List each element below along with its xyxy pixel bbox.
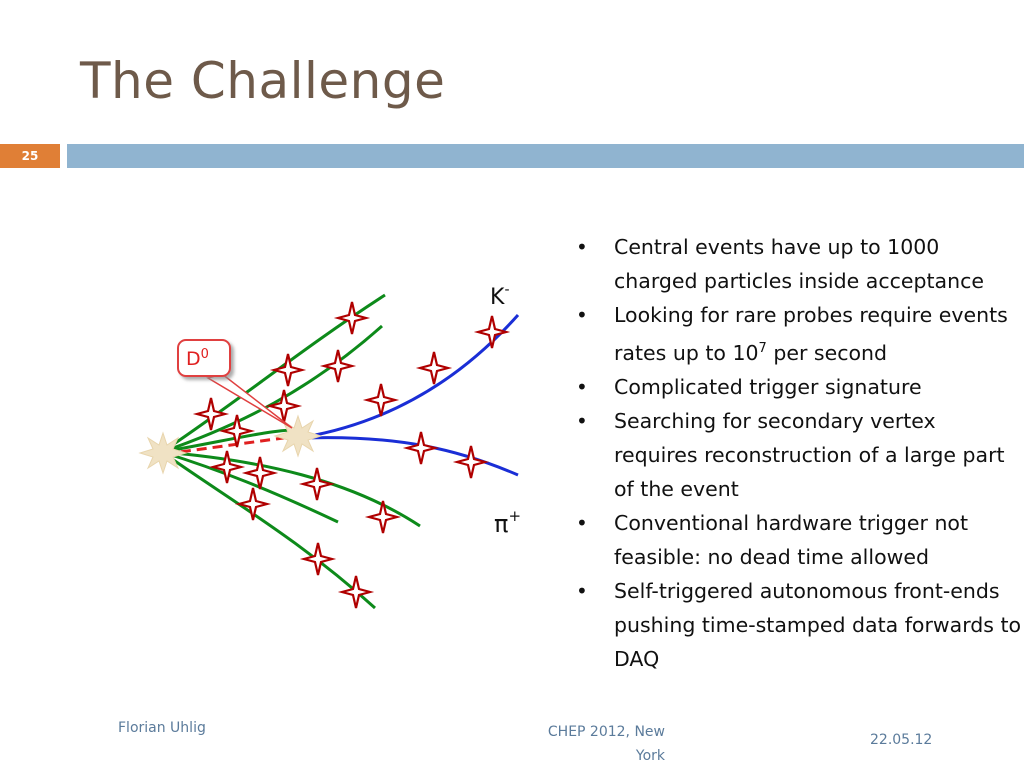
decay-tracks [305,315,518,475]
slide-number-badge [0,144,60,168]
d0-callout [178,340,292,428]
hit-marker [342,576,370,608]
d0-label: $D^0$ [186,347,209,370]
hit-marker [274,354,302,386]
bullet-list [572,230,1024,676]
particle-decay-diagram [110,270,550,630]
footer-conference: CHEP 2012, New York [547,724,665,764]
hit-marker [369,501,397,533]
footer-date: 22.05.12 [870,732,933,748]
hit-marker [239,488,267,520]
hit-marker [478,316,506,348]
bullet-item: • Conventional hardware trigger not feasible: no dead time allowed [572,506,1024,574]
pi-plus-label: π+ [494,507,522,538]
header-bar [67,144,1024,168]
hit-marker [407,432,435,464]
hit-marker [303,468,331,500]
hit-marker [304,543,332,575]
bullet-item: • Looking for rare probes require events rates up to $10^7$ per second [572,298,1024,370]
hit-marker [338,302,366,334]
slide-number: 25 [21,149,39,163]
bullet-item: • Self-triggered autonomous front-ends pushing time-stamped data forwards to DAQ [572,574,1024,676]
slide-title: The Challenge [80,52,446,110]
k-minus-label: K- [490,282,510,310]
bullet-item: • Searching for secondary vertex requires reconstruction of a large part of the event [572,404,1024,506]
bullet-item: • Central events have up to 1000 charged particles inside acceptance [572,230,1024,298]
hit-marker [457,446,485,478]
bullet-item: • Complicated trigger signature [572,370,1024,404]
footer-author: Florian Uhlig [118,720,206,736]
pi-plus-track [305,438,518,475]
